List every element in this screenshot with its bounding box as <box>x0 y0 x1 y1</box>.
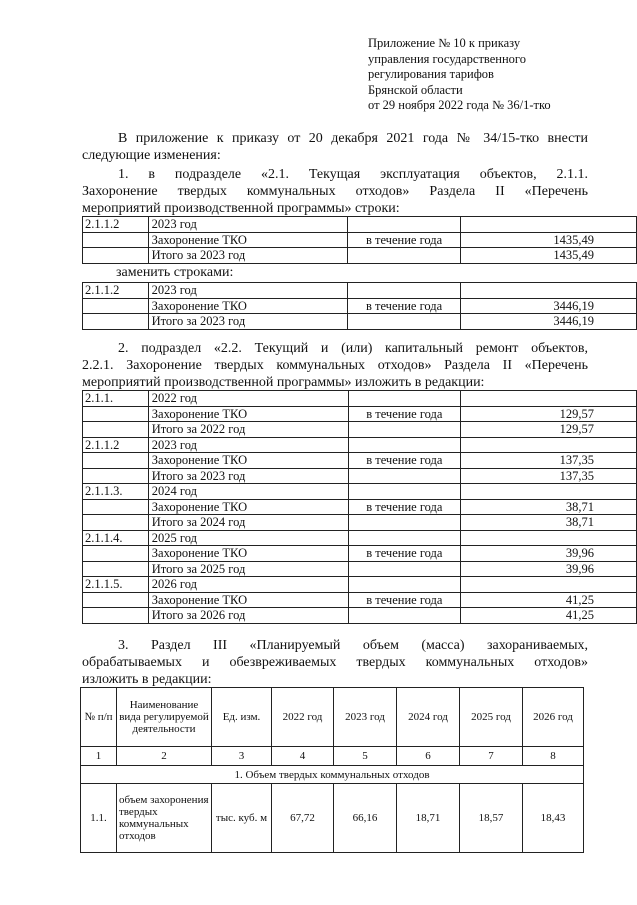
table-new-rows <box>82 282 637 330</box>
row-total-label: Итого за 2026 год <box>148 608 348 624</box>
item2-line: 2. подраздел «2.2. Текущий и (или) капитальный ремонт объектов, <box>118 341 588 356</box>
row-total-label: Итого за 2022 год <box>148 422 348 438</box>
row-code: 2.1.1. <box>83 391 149 407</box>
item3-line: 3. Раздел III «Планируемый объем (масса) захораниваемых, <box>118 638 588 653</box>
row-year: 2023 год <box>148 217 348 233</box>
table-row <box>83 314 637 330</box>
table-row <box>83 406 637 422</box>
row-value: 41,25 <box>461 592 637 608</box>
row-total-value: 1435,49 <box>460 248 636 264</box>
intro-line: В приложение к приказу от 20 декабря 2021 года № 34/15-тко внести <box>118 131 588 146</box>
table-row <box>83 515 637 531</box>
table-row <box>83 248 637 264</box>
item3-line: изложить в редакции: <box>82 672 212 687</box>
intro-line: следующие изменения: <box>82 148 221 163</box>
row-code: 2.1.1.4. <box>83 530 149 546</box>
section-title: 1. Объем твердых коммунальных отходов <box>81 766 584 784</box>
row-code: 2.1.1.3. <box>83 484 149 500</box>
row-total-value: 3446,19 <box>460 314 636 330</box>
row-total-label: Итого за 2024 год <box>148 515 348 531</box>
header-line: от 29 ноября 2022 года № 36/1-тко <box>368 98 551 113</box>
table-row <box>83 422 637 438</box>
row-year: 2024 год <box>148 484 348 500</box>
table-row <box>83 484 637 500</box>
row-total-label: Итого за 2023 год <box>148 468 348 484</box>
item2-line: мероприятий производственной программы» изложить в редакции: <box>82 375 485 390</box>
row-name: Захоронение ТКО <box>148 232 348 248</box>
col-number: 6 <box>397 747 460 766</box>
col-header: 2026 год <box>523 688 584 747</box>
table-program-by-year <box>82 390 637 624</box>
row-code: 2.1.1.2 <box>83 437 149 453</box>
table-row <box>83 546 637 562</box>
row-total-value: 129,57 <box>461 422 637 438</box>
row-value: 129,57 <box>461 406 637 422</box>
row-value: 137,35 <box>461 453 637 469</box>
item2-line: 2.2.1. Захоронение твердых коммунальных отходов» Раздела II «Перечень <box>82 358 588 373</box>
col-header: 2025 год <box>460 688 523 747</box>
header-line: регулирования тарифов <box>368 67 494 82</box>
table-row <box>83 530 637 546</box>
table-row <box>83 217 637 233</box>
table-waste-volume <box>80 687 584 853</box>
col-number: 4 <box>272 747 334 766</box>
row-total-value: 39,96 <box>461 561 637 577</box>
table-row <box>83 608 637 624</box>
item1-line: мероприятий производственной программы» строки: <box>82 201 400 216</box>
row-name: Захоронение ТКО <box>148 546 348 562</box>
intro-paragraph <box>82 130 588 164</box>
table-row <box>83 298 637 314</box>
row-year: 2022 год <box>148 391 348 407</box>
replace-label: заменить строками: <box>116 265 234 280</box>
appendix-header <box>368 36 551 114</box>
item1-paragraph <box>82 166 588 217</box>
table-header-row <box>81 688 584 747</box>
cell: 18,71 <box>397 784 460 853</box>
table-row <box>81 784 584 853</box>
row-code: 2.1.1.2 <box>83 217 149 233</box>
header-line: Брянской области <box>368 82 463 97</box>
table-row <box>83 453 637 469</box>
col-number: 1 <box>81 747 117 766</box>
cell: 67,72 <box>272 784 334 853</box>
col-header: 2023 год <box>334 688 397 747</box>
col-number: 5 <box>334 747 397 766</box>
item3-line: обрабатываемых и обезвреживаемых твердых коммунальных отходов» <box>82 655 588 670</box>
col-number: 2 <box>117 747 212 766</box>
col-header: 2024 год <box>397 688 460 747</box>
table-row <box>83 468 637 484</box>
table-row <box>83 283 637 299</box>
col-number: 8 <box>523 747 584 766</box>
table-number-row <box>81 747 584 766</box>
cell: 18,43 <box>523 784 584 853</box>
row-name: Захоронение ТКО <box>148 499 348 515</box>
header-line: управления государственного <box>368 51 526 66</box>
col-header: № п/п <box>81 688 117 747</box>
table-row <box>83 592 637 608</box>
row-term: в течение года <box>348 406 460 422</box>
row-term: в течение года <box>348 298 460 314</box>
row-code: 2.1.1.5. <box>83 577 149 593</box>
table-row <box>83 577 637 593</box>
row-total-value: 41,25 <box>461 608 637 624</box>
row-name: Захоронение ТКО <box>148 406 348 422</box>
item1-line: 1. в подразделе «2.1. Текущая эксплуатация объектов, 2.1.1. <box>118 167 588 182</box>
row-name: Захоронение ТКО <box>148 298 348 314</box>
col-header: 2022 год <box>272 688 334 747</box>
row-total-value: 137,35 <box>461 468 637 484</box>
row-total-value: 38,71 <box>461 515 637 531</box>
table-replaced-rows <box>82 216 637 264</box>
col-number: 3 <box>212 747 272 766</box>
table-row <box>83 391 637 407</box>
cell: тыс. куб. м <box>212 784 272 853</box>
row-value: 3446,19 <box>460 298 636 314</box>
col-header: Ед. изм. <box>212 688 272 747</box>
table-row <box>83 437 637 453</box>
cell: 18,57 <box>460 784 523 853</box>
col-header: Наименование вида регулируемой деятельности <box>117 688 212 747</box>
row-year: 2023 год <box>148 283 348 299</box>
row-term: в течение года <box>348 453 460 469</box>
col-number: 7 <box>460 747 523 766</box>
row-year: 2025 год <box>148 530 348 546</box>
row-name: Захоронение ТКО <box>148 592 348 608</box>
cell: 1.1. <box>81 784 117 853</box>
table-row <box>83 232 637 248</box>
row-total-label: Итого за 2023 год <box>148 314 348 330</box>
row-value: 38,71 <box>461 499 637 515</box>
row-term: в течение года <box>348 232 460 248</box>
row-total-label: Итого за 2023 год <box>148 248 348 264</box>
cell: 66,16 <box>334 784 397 853</box>
row-term: в течение года <box>348 546 460 562</box>
item2-paragraph <box>82 340 588 391</box>
row-value: 1435,49 <box>460 232 636 248</box>
header-line: Приложение № 10 к приказу <box>368 36 521 50</box>
row-term: в течение года <box>348 499 460 515</box>
item1-line: Захоронение твердых коммунальных отходов» Раздела II «Перечень <box>82 184 588 199</box>
row-name: Захоронение ТКО <box>148 453 348 469</box>
table-row <box>83 499 637 515</box>
row-term: в течение года <box>348 592 460 608</box>
item3-paragraph <box>82 637 588 688</box>
cell: объем захоронения твердых коммунальных отходов <box>117 784 212 853</box>
table-section-row <box>81 766 584 784</box>
table-row <box>83 561 637 577</box>
row-total-label: Итого за 2025 год <box>148 561 348 577</box>
row-year: 2023 год <box>148 437 348 453</box>
row-value: 39,96 <box>461 546 637 562</box>
row-code: 2.1.1.2 <box>83 283 149 299</box>
row-year: 2026 год <box>148 577 348 593</box>
